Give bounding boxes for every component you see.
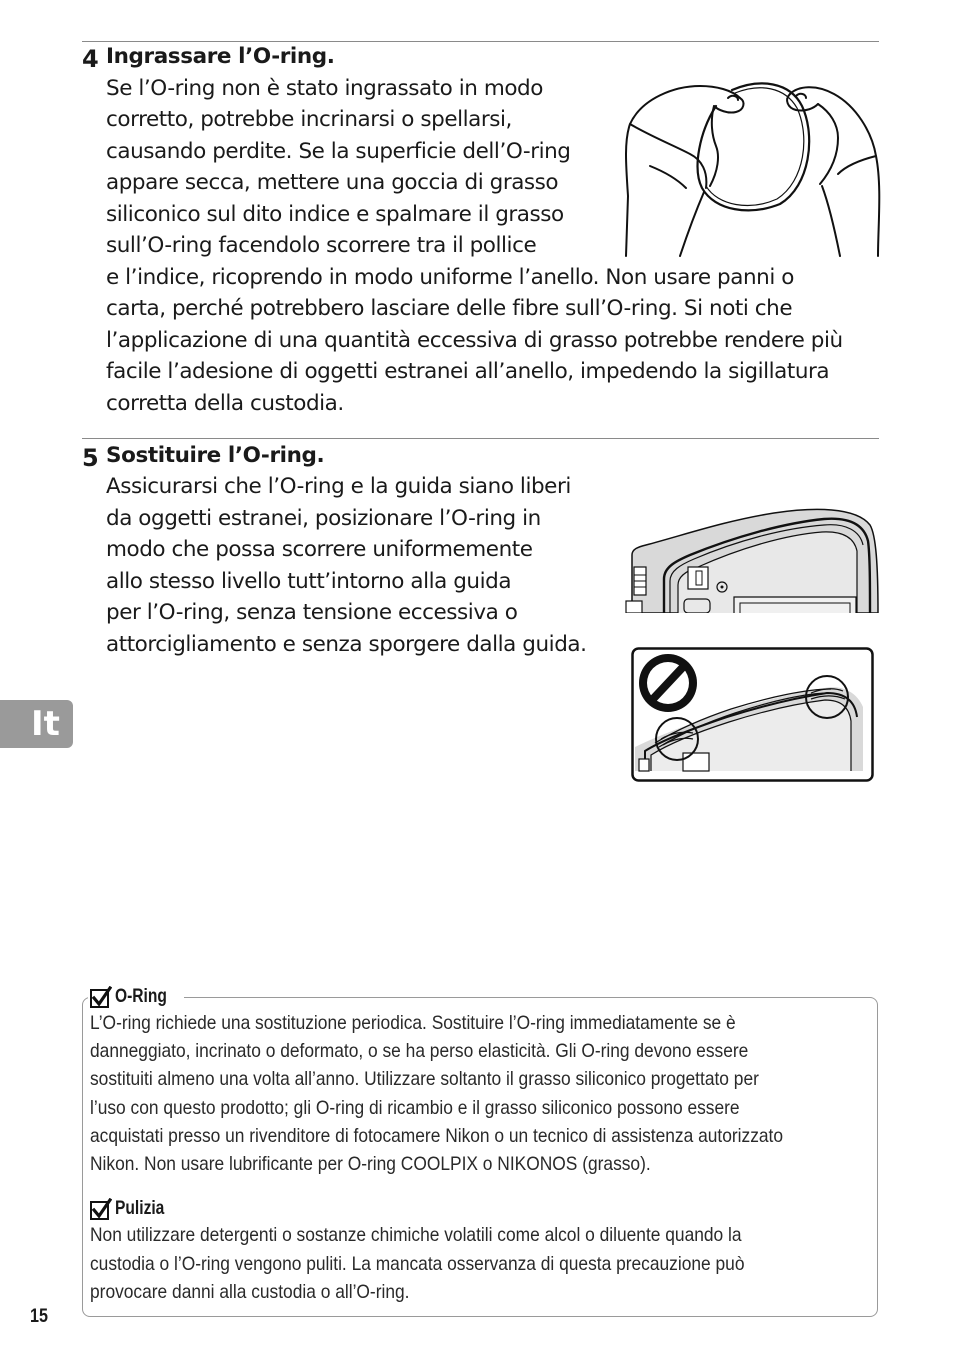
step-5-line: da oggetti estranei, posizionare l’O-ring in (106, 506, 541, 531)
step-4-line: sull’O-ring facendolo scorrere tra il pollice (106, 233, 537, 258)
step-4-line: l’applicazione di una quantità eccessiva di grasso potrebbe rendere più (106, 328, 843, 353)
note-pulizia-line: custodia o l’O-ring vengono puliti. La mancata osservanza di questa precauzione può (90, 1254, 745, 1275)
checkmark-icon (90, 1198, 112, 1220)
note-oring-line: acquistati presso un rivenditore di fotocamere Nikon o un tecnico di assistenza autorizzato (90, 1126, 784, 1147)
note-pulizia-line: provocare danni alla custodia o all’O-ring. (90, 1282, 410, 1303)
oring-incorrect-prohibited-illustration (631, 647, 875, 783)
step-5-line: allo stesso livello tutt’intorno alla guida (106, 569, 512, 594)
language-tab (0, 700, 73, 748)
step-5-line: per l’O-ring, senza tensione eccessiva o (106, 600, 518, 625)
note-oring-line: Nikon. Non usare lubrificante per O-ring COOLPIX o NIKONOS (grasso). (90, 1154, 651, 1175)
checkmark-icon (90, 986, 112, 1008)
step-5-line: attorcigliamento e senza sporgere dalla guida. (106, 632, 587, 657)
hands-greasing-oring-illustration (620, 76, 882, 260)
note-pulizia-title: Pulizia (115, 1198, 165, 1219)
note-pulizia-line: Non utilizzare detergenti o sostanze chimiche volatili come alcol o diluente quando la (90, 1225, 742, 1246)
prohibited-icon (639, 654, 697, 712)
step-4-title: Ingrassare l’O-ring. (106, 44, 335, 69)
note-oring-line: L’O-ring richiede una sostituzione periodica. Sostituire l’O-ring immediatamente se è (90, 1013, 736, 1034)
step-5-title: Sostituire l’O-ring. (106, 443, 325, 468)
step-5-number: 5 (82, 444, 98, 472)
step-4-line: corretto, potrebbe incrinarsi o spellarsi, (106, 107, 512, 132)
section-divider-step-5 (82, 438, 879, 439)
page-number: 15 (30, 1306, 48, 1327)
step-4-line: causando perdite. Se la superficie dell’O-ring (106, 139, 571, 164)
note-pulizia-header (88, 1197, 181, 1221)
section-divider-step-4 (82, 41, 879, 42)
step-4-line: Se l’O-ring non è stato ingrassato in modo (106, 76, 543, 101)
note-oring-line: sostituiti almeno una volta all’anno. Utilizzare soltanto il grasso siliconico progettato per (90, 1069, 759, 1090)
step-4-line: carta, perché potrebbero lasciare delle fibre sull’O-ring. Si noti che (106, 296, 793, 321)
step-4-line: corretta della custodia. (106, 391, 344, 416)
step-5-line: Assicurarsi che l’O-ring e la guida siano liberi (106, 474, 571, 499)
step-4-line: facile l’adesione di oggetti estranei all’anello, impedendo la sigillatura (106, 359, 830, 384)
step-4-line: appare secca, mettere una goccia di grasso (106, 170, 559, 195)
oring-seated-correctly-illustration (624, 505, 880, 613)
note-oring-title: O-Ring (115, 986, 167, 1007)
note-oring-line: danneggiato, incrinato o deformato, o se ha perso elasticità. Gli O-ring devono essere (90, 1041, 749, 1062)
step-4-line: e l’indice, ricoprendo in modo uniforme l’anello. Non usare panni o (106, 265, 794, 290)
note-oring-header (88, 985, 184, 1009)
note-oring-line: l’uso con questo prodotto; gli O-ring di ricambio e il grasso siliconico possono essere (90, 1098, 740, 1119)
step-4-number: 4 (82, 45, 98, 73)
language-tab-label: It (31, 704, 60, 744)
step-4-line: siliconico sul dito indice e spalmare il grasso (106, 202, 564, 227)
step-5-line: modo che possa scorrere uniformemente (106, 537, 533, 562)
